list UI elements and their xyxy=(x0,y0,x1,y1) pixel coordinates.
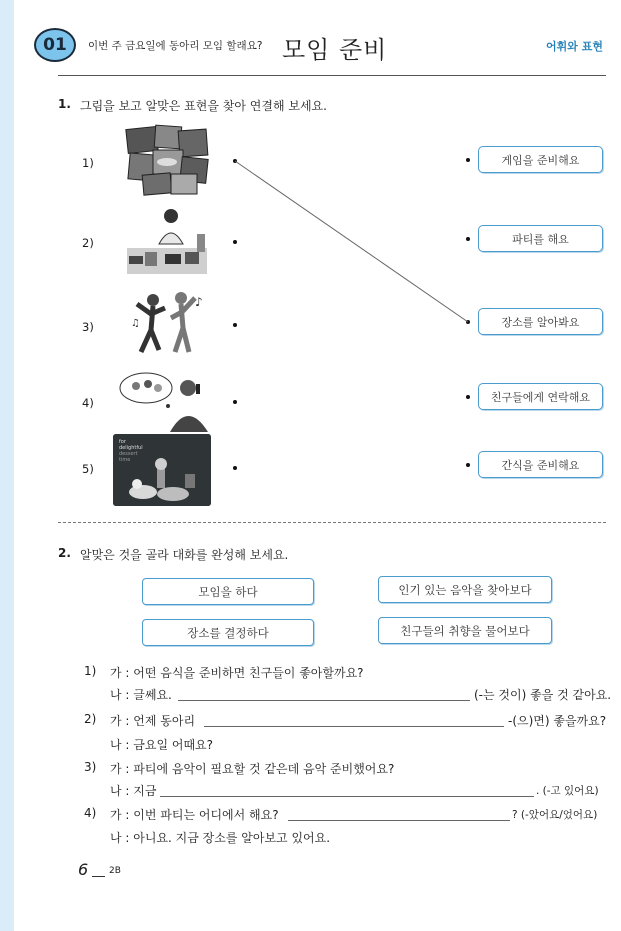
q1-option-2[interactable]: 파티를 해요 xyxy=(478,225,603,252)
q1-item-number-1: 1) xyxy=(82,156,94,170)
dessert-caption-3: dessert xyxy=(119,451,138,457)
dialog-4-number: 4) xyxy=(84,806,97,820)
dialog-2-hint: -(으)면) 좋을까요? xyxy=(508,714,607,728)
q1-option-1[interactable]: 게임을 준비해요 xyxy=(478,146,603,173)
word-box-1[interactable]: 모임을 하다 xyxy=(142,578,314,605)
section-tag: 어휘와 표현 xyxy=(546,40,603,53)
dialog-1-line-ga: 가 : 어떤 음식을 준비하면 친구들이 좋아할까요? xyxy=(110,666,364,680)
dialog-3-line-na: 나 : 지금 xyxy=(110,784,157,798)
q1-option-3[interactable]: 장소를 알아봐요 xyxy=(478,308,603,335)
word-box-3[interactable]: 장소를 결정하다 xyxy=(142,619,314,646)
dialog-4-line-ga: 가 : 이번 파티는 어디에서 해요? xyxy=(110,808,279,822)
q1-item-number-2: 2) xyxy=(82,236,94,250)
page-title: 모임 준비 xyxy=(282,36,388,64)
q1-number: 1. xyxy=(58,97,71,111)
dialog-3-number: 3) xyxy=(84,760,97,774)
q1-option-5[interactable]: 간식을 준비해요 xyxy=(478,451,603,478)
word-box-2[interactable]: 인기 있는 음악을 찾아보다 xyxy=(378,576,552,603)
dialog-1-number: 1) xyxy=(84,664,97,678)
dialog-2-number: 2) xyxy=(84,712,97,726)
q2-number: 2. xyxy=(58,546,71,560)
q1-option-4[interactable]: 친구들에게 연락해요 xyxy=(478,383,603,410)
q2-instruction: 알맞은 것을 골라 대화를 완성해 보세요. xyxy=(80,548,289,562)
dialog-4-blank[interactable] xyxy=(288,820,510,821)
word-box-4[interactable]: 친구들의 취향을 물어보다 xyxy=(378,617,552,644)
dessert-caption-1: for xyxy=(119,439,126,445)
lesson-subtitle: 이번 주 금요일에 동아리 모임 할래요? xyxy=(88,40,263,52)
lesson-badge: 01 xyxy=(34,28,76,62)
dialog-2-line-ga: 가 : 언제 동아리 xyxy=(110,714,196,728)
dialog-3-hint: . (-고 있어요) xyxy=(536,785,599,797)
dialog-2-line-na: 나 : 금요일 어때요? xyxy=(110,738,214,752)
dialog-3-blank[interactable] xyxy=(160,796,534,797)
q1-item-number-4: 4) xyxy=(82,396,94,410)
dessert-caption-2: delightful xyxy=(119,445,143,451)
q1-item-number-3: 3) xyxy=(82,320,94,334)
dessert-caption-4: time xyxy=(119,457,131,463)
dialog-1-line-na: 나 : 글쎄요. xyxy=(110,688,172,702)
level-label: 2B xyxy=(109,866,121,876)
dialog-3-line-ga: 가 : 파티에 음악이 필요할 것 같은데 음악 준비했어요? xyxy=(110,762,395,776)
svg-text:♫: ♫ xyxy=(131,318,140,329)
dialog-1-blank[interactable] xyxy=(178,700,470,701)
q1-instruction: 그림을 보고 알맞은 표현을 찾아 연결해 보세요. xyxy=(80,99,327,113)
q1-item-number-5: 5) xyxy=(82,462,94,476)
svg-text:♪: ♪ xyxy=(195,295,203,309)
dialog-4-hint: ? (-았어요/었어요) xyxy=(512,809,598,821)
dialog-4-line-na: 나 : 아니요. 지금 장소를 알아보고 있어요. xyxy=(110,831,331,845)
dialog-2-blank[interactable] xyxy=(204,726,504,727)
footer-line xyxy=(92,876,105,877)
section-divider xyxy=(58,522,606,523)
page-number: 6 xyxy=(78,860,89,879)
dialog-1-hint: (-는 것이) 좋을 것 같아요. xyxy=(474,688,612,702)
